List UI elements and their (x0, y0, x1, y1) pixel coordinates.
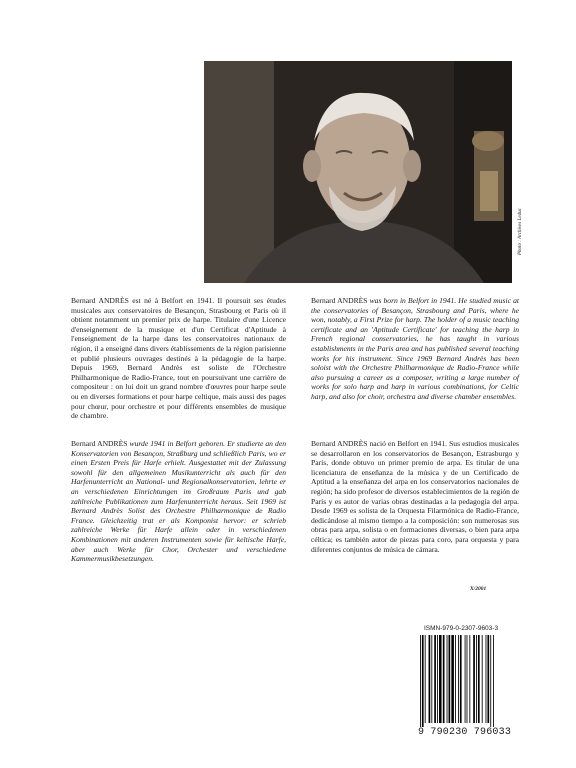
barcode-bar (443, 635, 445, 723)
barcode-bar (482, 635, 483, 723)
barcode (418, 635, 519, 727)
barcode-bar (447, 635, 448, 723)
barcode-bar (476, 635, 477, 723)
biography-english (311, 296, 519, 402)
photo-credit: Photo : Archives Leduc (518, 208, 523, 255)
biography-english-text: was born in Belfort in 1941. He studied music at the conservatories of Besançon, Strasbourg and Paris, where he won, notably, a First Prize for harp. The holder of a music teaching certificate and an 'Aptitude Certificate' for teaching the harp in French regional conservatories, he has taught in various establishments in the Paris area and has published several teaching works for his instrument. Since 1969 Bernard Andrès has been soloist with the Orchestre Philharmonique de Radio-France while also pursuing a career as a composer, writing a large number of works for solo harp and harp in various combinations, for Celtic harp, and also for choir, orchestra and diverse chamber ensembles. (311, 296, 519, 401)
composer-name-en: Bernard ANDRÈS (311, 296, 368, 305)
barcode-bar (469, 635, 470, 723)
barcode-bar (465, 635, 466, 723)
barcode-bar (460, 635, 462, 723)
barcode-bar (451, 635, 454, 723)
barcode-bar (422, 635, 424, 727)
barcode-number: 9 790230 796033 (418, 727, 512, 738)
barcode-bar (437, 635, 438, 723)
barcode-bar (493, 635, 494, 727)
biography-german-text: wurde 1941 in Belfort geboren. Er studierte an den Konservatorien von Besançon, Straßburg und schließlich Paris, wo er einen Ersten Preis für Harfe erhielt. Ausgestattet mit der Zulassung sowohl für den allgemeinen Musikunterricht als auch für den Harfenunterricht an National- und Regionalkonservatorien, lehrte er an verschiedenen Einrichtungen im Großraum Paris und gab zahlreiche Publikationen zum Harfenunterricht heraus. Seit 1969 ist Bernard Andrès Solist des Orchestre Philharmonique de Radio France. Gleichzeitig trat er als Komponist hervor: er schrieb zahlreiche Werke für Harfe allein oder in verschiedenen Kombinationen mit anderen Instrumenten sowie für keltische Harfe, aber auch Werke für Chor, Orchester und verschiedene Kammermusikbesetzungen. (71, 439, 286, 564)
barcode-bar (467, 635, 468, 723)
barcode-bar (478, 635, 480, 723)
barcode-bar (420, 635, 421, 727)
biography-spanish: Bernard ANDRÈS nació en Belfort en 1941. Sus estudios musicales se desarrollaron en los conservatorios de Besançon, Estrasburgo y París, donde obtuvo un primer premio de arpa. Es titular de una licenciatura de enseñanza de la música y de un Certificado de Aptitud a la enseñanza del arpa en los conservatorios nacionales de región; ha sido profesor de diversos establecimientos de la región de París y es autor de varias obras destinadas a la pedagogía del arpa. Desde 1969 es solista de la Orquesta Filarmónica de Radio-France, dedicándose al mismo tiempo a la composición: son numerosas sus obras para arpa, solista o en formaciones diversas, o bien para arpa céltica; es también autor de piezas para coro, para orquesta y para diferentes conjuntos de música de cámara. (311, 439, 519, 554)
barcode-bar (458, 635, 459, 723)
barcode-bar (429, 635, 431, 723)
barcode-bar (487, 635, 489, 723)
barcode-bar (486, 635, 487, 723)
barcode-bar (425, 635, 426, 723)
barcode-bar (449, 635, 451, 723)
composer-photo (204, 61, 512, 283)
edition-date: X/2001 (470, 586, 487, 592)
barcode-bar (473, 635, 475, 723)
barcode-bar (439, 635, 442, 723)
biography-french: Bernard ANDRÈS est né à Belfort en 1941. Il poursuit ses études musicales aux conservatoires de Besançon, Strasbourg et Paris où il obtient notamment un premier prix de harpe. Titulaire d'une Licence d'enseignement de la musique et d'un Certificat d'Aptitude à l'enseignement de la harpe dans les conservatoires nationaux de région, il a enseigné dans divers établissements de la région parisienne et publié plusieurs ouvrages destinés à la pédagogie de la harpe. Depuis 1969, Bernard Andrès est soliste de l'Orchestre Philharmonique de Radio-France, tout en poursuivant une carrière de compositeur : on lui doit un grand nombre d'œuvres pour harpe seule ou en diverses formations et pour harpe celtique, mais aussi des pages pour chœur, pour orchestre et pour différents ensembles de musique de chambre. (71, 296, 286, 421)
barcode-bar (455, 635, 456, 723)
composer-name-de: Bernard ANDRÈS (71, 439, 128, 448)
barcode-bar (434, 635, 436, 723)
barcode-bar (490, 635, 491, 727)
ismn-number: ISMN-979-0-2307-9603-3 (424, 625, 499, 632)
portrait-illustration (204, 61, 512, 283)
biography-german (71, 439, 286, 564)
barcode-bar (431, 635, 432, 723)
